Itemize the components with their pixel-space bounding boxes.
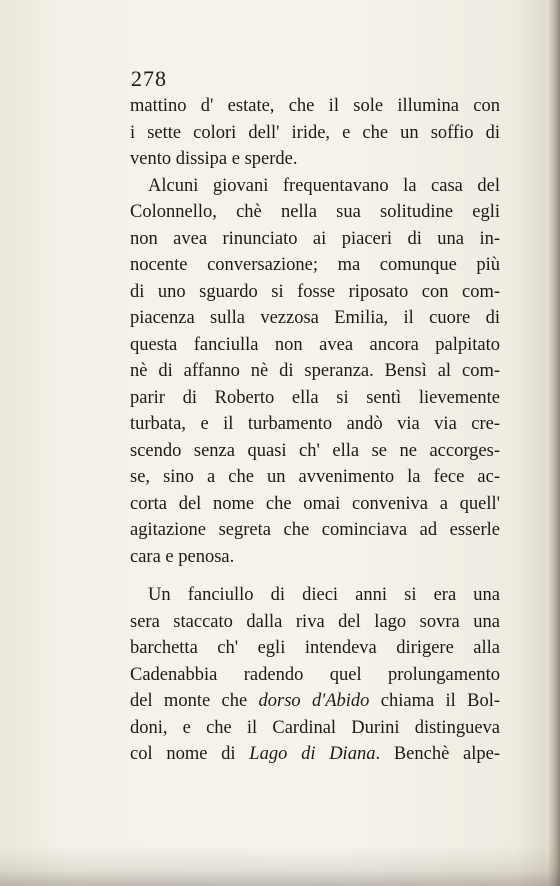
text-line: di uno sguardo si fosse riposato con com- [130,281,500,302]
text-line: del monte che dorso d'Abido chiama il Bol- [130,691,501,711]
text-line: mattino d' estate, che il sole illumina con [130,96,500,116]
text-line: doni, e che il Cardinal Durini distingueva [130,717,500,738]
page-bottom-shadow [0,846,560,886]
body-text [130,93,500,768]
text-line: corta del nome che omai conveniva a quell' [130,493,500,514]
text-line: non avea rinunciato ai piaceri di una in- [130,228,500,249]
text-line: vento dissipa e sperde. [130,149,298,169]
text-line: scendo senza quasi ch' ella se ne accorges- [130,440,500,461]
text-line: piacenza sulla vezzosa Emilia, il cuore di [130,308,500,328]
text-line: turbata, e il turbamento andò via via cre- [130,414,500,434]
text-line: col nome di Lago di Diana. Benchè alpe- [130,744,500,764]
text-line: Cadenabbia radendo quel prolungamento [130,664,500,685]
text-line: Un fanciullo di dieci anni si era una [148,585,500,605]
text-line: barchetta ch' egli intendeva dirigere alla [130,638,500,658]
text-line: cara e penosa. [130,546,235,567]
text-line: parir di Roberto ella si sentì lievemente [130,387,500,408]
page-gutter-edge [546,0,560,886]
page-number: 278 [131,66,167,91]
text-line: Colonnello, chè nella sua solitudine egli [130,202,500,222]
text-line: agitazione segreta che cominciava ad esserle [130,520,500,540]
text-line: i sette colori dell' iride, e che un soffio di [130,122,500,143]
text-line: nocente conversazione; ma comunque più [130,255,500,275]
text-line: se, sino a che un avvenimento la fece ac- [130,467,500,487]
text-line: sera staccato dalla riva del lago sovra una [130,611,500,632]
text-line: nè di affanno nè di speranza. Bensì al com- [130,361,500,381]
text-line: Alcuni giovani frequentavano la casa del [148,175,500,196]
text-line: questa fanciulla non avea ancora palpitato [130,334,500,355]
